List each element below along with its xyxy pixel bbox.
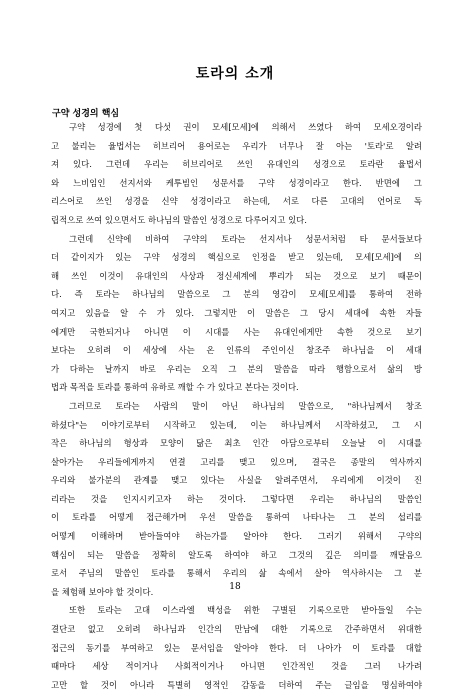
text-line: 리스어로 쓰인 성경을 신약 성경이라고 하는데, 서로 다른 고대의 언어로 독 [51, 196, 422, 207]
paragraph [51, 118, 422, 230]
text-line: 법과 목적을 토라를 통하여 유하로 깨할 수 가 있다고 본다는 것이다. [51, 382, 299, 393]
text-line: 그러므로 토라는 사람의 말이 아닌 하나님의 말씀으로, "하나님께서 창조 [69, 400, 422, 411]
text-line: 해 쓰인 이것이 유대인의 사상과 정신세계에 뿌리가 되는 것으로 보기 때문이 [51, 270, 422, 281]
page-number: 18 [229, 582, 241, 592]
text-line: 살아가는 우리들에게까지 연결 고리를 맺고 있으며, 결국은 종말의 역사까지 [51, 456, 422, 467]
text-line: 립적으로 쓰여 있으면서도 하나님의 말씀인 성경으로 다루어지고 있다. [51, 214, 307, 225]
text-line: 에게만 국한되거나 아니면 이 시대를 사는 유대인에게만 속한 것으로 보기 [51, 326, 422, 337]
body-text [51, 118, 422, 694]
text-line: 리라는 것을 인지시키고자 하는 것이다. 그렇다면 우리는 하나님의 말씀인 [51, 493, 422, 504]
text-line: 고 불리는 율법서는 히브리어 용어로는 우리가 너무나 잘 아는 '토라'로 알려 [51, 140, 422, 151]
paragraph [51, 397, 422, 602]
text-line: 져 있다. 그런데 우리는 히브리어로 쓰인 유대인의 성경으로 토라란 율법서 [51, 159, 422, 170]
text-line: 고만 할 것이 아니라 특별히 영적인 감동을 더하여 주는 글임을 명심하여야 [51, 679, 422, 690]
text-line: 와 느비임인 선지서와 케투빔인 성문서를 구약 성경이라고 한다. 반면에 그 [51, 177, 422, 188]
section-heading: 구약 성경의 핵심 [52, 109, 120, 119]
text-line: 하셨다"는 이야기로부터 시작하고 있는데, 이는 하나님께서 시작하셨고, 그 시 [51, 419, 422, 430]
text-line: 접근의 동기를 부여하고 있는 문서임을 알아야 한다. 더 나아가 이 토라를 대할 [51, 642, 422, 653]
text-line: 또한 토라는 고대 이스라엘 백성을 위한 구별된 기록으로만 받아들일 수는 [69, 605, 422, 616]
text-line: 더 같이지가 있는 구약 성경의 핵심으로 인정을 받고 있는데, 모세[모세]에 의 [51, 252, 422, 263]
text-line: 보다는 오히려 이 세상에 사는 온 인류의 주인이신 창조주 하나님을 이 세대 [51, 345, 422, 356]
paragraph [51, 230, 422, 397]
text-line: 구약 성경에 첫 다섯 권이 모세[모세]에 의해서 쓰였다 하여 모세오경이라 [69, 122, 422, 132]
text-line: 여지고 있음을 알 수 가 있다. 그렇지만 이 말씀은 그 당시 세대에 속한 자들 [51, 307, 422, 318]
text-line: 핵심이 되는 말씀을 정확히 알도록 하여야 하고 그것의 깊은 의미를 깨달음으 [51, 549, 422, 560]
text-line: 어떻게 이해하며 받아들여야 하는가를 알아야 한다. 그러기 위해서 구약의 [51, 531, 422, 542]
text-line: 그런데 신약에 비하여 구약의 토라는 선지서나 성문서처럼 타 문서들보다 [69, 233, 422, 244]
page-title: 토라의 소개 [195, 66, 275, 82]
text-line: 결단코 없고 오히려 하나님과 인간의 만남에 대한 기록으로 간주하면서 위대한 [51, 624, 422, 635]
paragraph [51, 601, 422, 694]
text-line: 을 체험해 보아야 할 것이다. [51, 586, 154, 597]
text-line: 로서 주님의 말씀인 토라를 통해서 우리의 삶 속에서 살아 역사하시는 그 분 [51, 568, 422, 579]
text-line: 작은 하나님의 형상과 모양이 닮은 최초 인간 아담으로부터 오늘날 이 시대를 [51, 438, 422, 449]
text-line: 때마다 세상 적이거나 사회적이거나 아니면 인간적인 것을 그러 나가려 [51, 661, 422, 672]
text-line: 우리와 불가분의 관계를 맺고 있다는 사실을 알려주면서, 우리에게 이것이 진 [51, 475, 422, 486]
text-line: 가 다하는 날까지 바로 우리는 오직 그 분의 말씀을 따라 행함으로서 삶의 방 [51, 363, 422, 374]
text-line: 다. 즉 토라는 하나님의 말씀으로 그 분의 영감이 모세[모세]를 통하여 전하 [51, 289, 422, 300]
text-line: 이 토라를 어떻게 접근해가며 우선 말씀을 통하여 나타나는 그 분의 섭리를 [51, 512, 422, 523]
